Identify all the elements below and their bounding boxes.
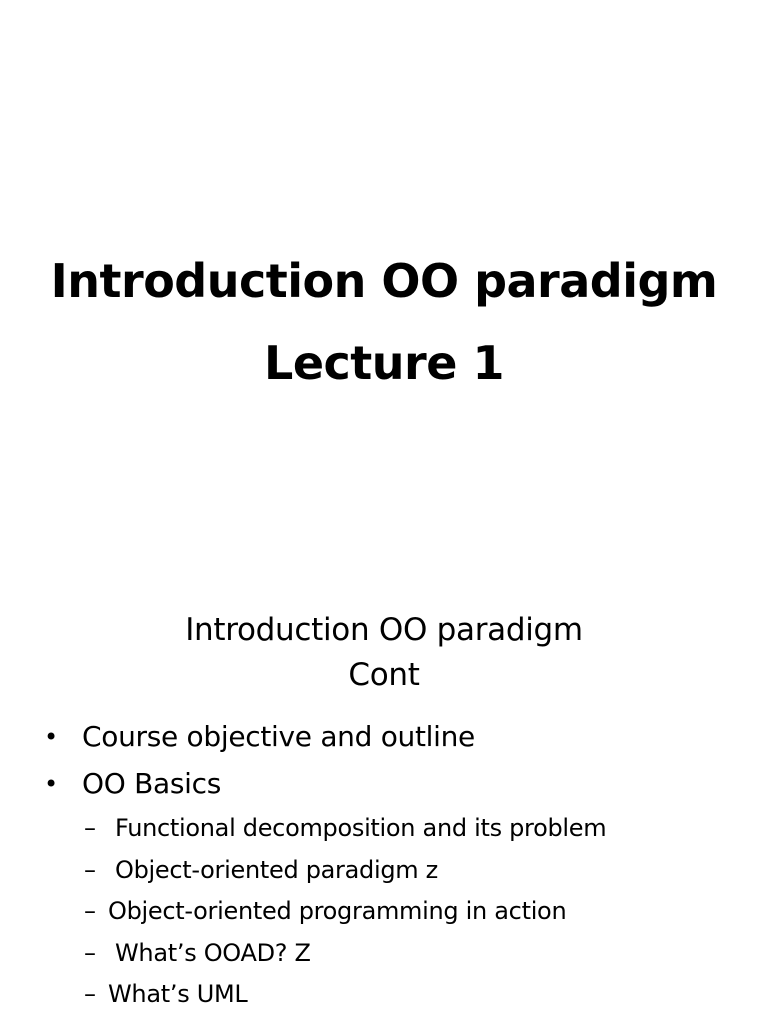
bullet-marker: • bbox=[44, 723, 58, 751]
dash-marker: – bbox=[84, 814, 96, 842]
dash-marker: – bbox=[84, 855, 96, 884]
bullet-text: Course objective and outline bbox=[82, 720, 475, 753]
slide-2-title-line-2: Cont bbox=[348, 657, 420, 693]
bullet-text: OO Basics bbox=[82, 767, 221, 800]
bullet-marker: • bbox=[44, 770, 58, 798]
sub-bullet-item bbox=[0, 810, 768, 852]
slide-1-title bbox=[0, 240, 768, 404]
sub-bullet-text: Object-oriented paradigm z bbox=[115, 855, 438, 884]
bullet-item bbox=[0, 763, 768, 810]
dash-marker: – bbox=[84, 980, 96, 1008]
slide-2 bbox=[0, 512, 768, 1024]
slide-2-title-line-1: Introduction OO paradigm bbox=[185, 612, 583, 648]
sub-bullet-item bbox=[0, 935, 768, 977]
bullet-list bbox=[0, 716, 768, 1018]
slide-1-title-line-2: Lecture 1 bbox=[264, 336, 504, 390]
sub-bullet-text: Object-oriented programming in action bbox=[108, 897, 567, 925]
sub-bullet-item bbox=[0, 976, 768, 1018]
bullet-item bbox=[0, 716, 768, 763]
sub-bullet-text: What’s OOAD? Z bbox=[115, 938, 311, 967]
dash-marker: – bbox=[84, 938, 96, 967]
slide-2-title bbox=[0, 608, 768, 698]
dash-marker: – bbox=[84, 897, 96, 925]
sub-bullet-item bbox=[0, 893, 768, 935]
sub-bullet-text: What’s UML bbox=[108, 980, 248, 1008]
sub-bullet-text: Functional decomposition and its problem bbox=[115, 814, 607, 842]
slide-1-title-line-1: Introduction OO paradigm bbox=[50, 254, 718, 308]
sub-bullet-item bbox=[0, 852, 768, 894]
